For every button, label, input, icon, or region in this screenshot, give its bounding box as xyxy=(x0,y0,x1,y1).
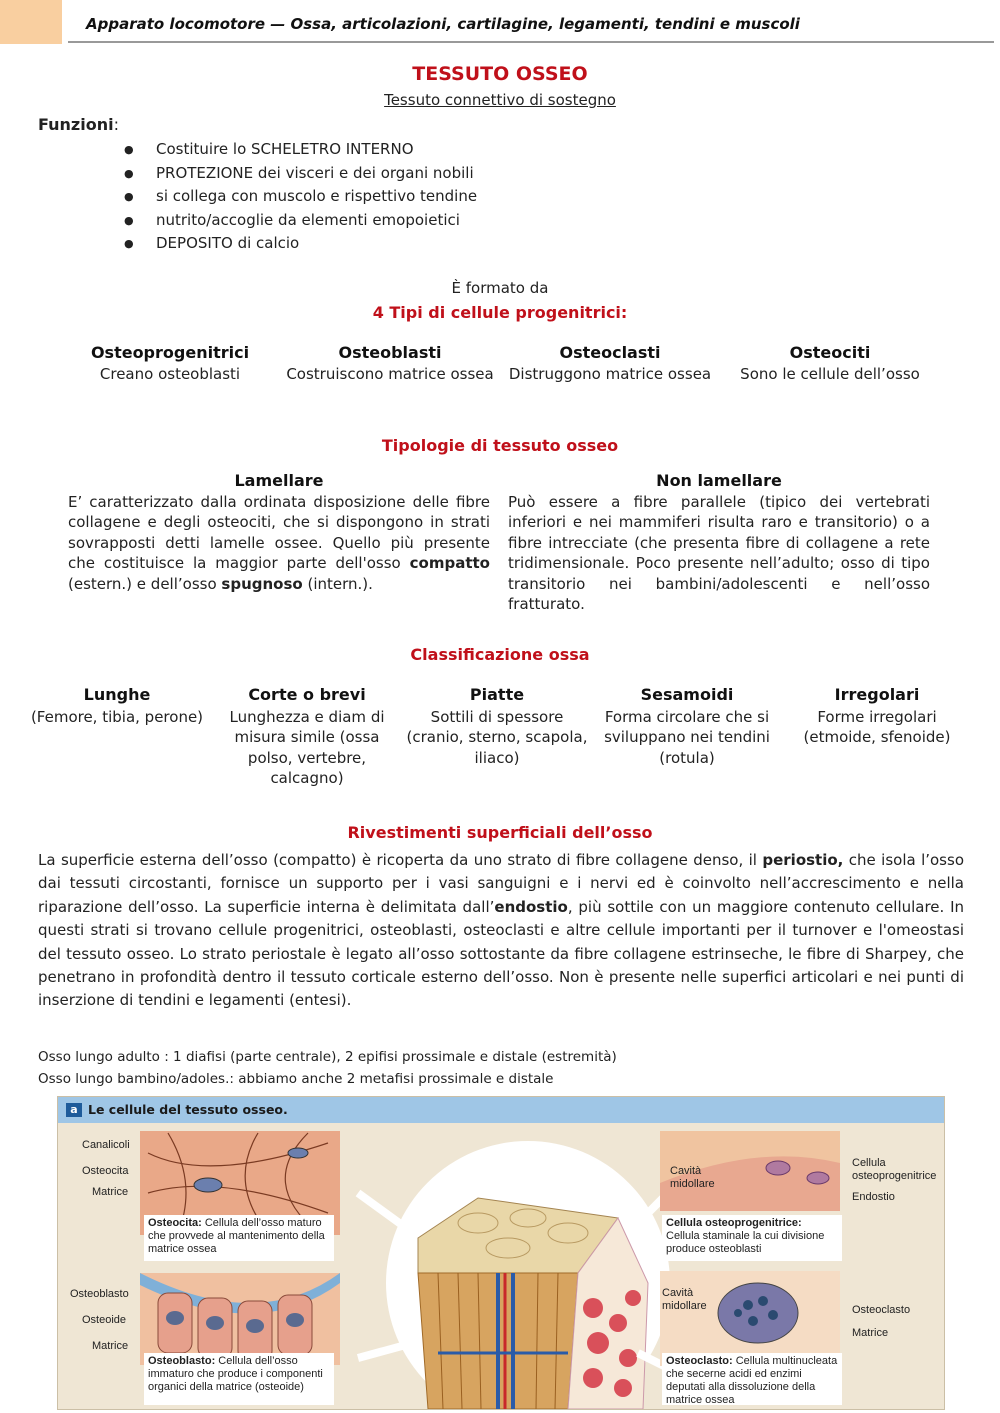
caption-progen-term: Cellula osteoprogenitrice: xyxy=(666,1217,802,1229)
lamellare-text xyxy=(68,492,490,595)
caption-osteoclasto-text: Cellula multinucleata che secerne acidi ed enzimi deputati alla dissoluzione della matrice ossea xyxy=(666,1355,838,1406)
list-item: ● si collega con muscolo e rispettivo tendine xyxy=(120,185,477,209)
functions-list xyxy=(120,138,477,256)
cell-type xyxy=(280,343,500,384)
non-lamellare-text: Può essere a fibre parallele (tipico dei vertebrati inferiori e nei mammiferi risulta raro e transitorio) o a fibre intrecciate (che presenta fibre di collagene a rete tridimensionale. Poco presente nell’adulto; osso di tipo transitorio nei bambini/adolescenti e nell’osso fratturato. xyxy=(508,492,930,613)
label-osteoblasto: Osteoblasto xyxy=(70,1288,129,1300)
caption-progen-text: Cellula staminale la cui divisione produce osteoblasti xyxy=(666,1230,825,1255)
cell-type-name: Osteociti xyxy=(789,343,871,362)
cell-type xyxy=(500,343,720,384)
lamellare-text-b: (estern.) e dell’osso xyxy=(68,574,222,593)
cell-type-desc: Creano osteoblasti xyxy=(99,365,241,383)
caption-osteocita xyxy=(144,1215,334,1261)
bone-class-desc: Forma circolare che si sviluppano nei tendini (rotula) xyxy=(604,707,770,767)
cell-type-name: Osteoclasti xyxy=(559,343,661,362)
caption-osteoblasto xyxy=(144,1353,334,1405)
label-osteocita: Osteocita xyxy=(82,1165,129,1177)
bone-class xyxy=(402,685,592,789)
label-matrice-1: Matrice xyxy=(92,1186,129,1198)
coverings-text-c: , più sottile con un maggiore contenuto cellulare. In questi strati si trovano cellule progenitrici, osteoblasti, osteoclasti e altre cellule importanti per il turnover e l'omeostasi del tessuto osseo. Lo strato periostale è legato all’osso sottostante da fibre collagene estrinseche, le fibre di Sharpey, che penetrano in profondità dentro il tessuto corticale esterno dell’osso. Non è presente nelle superfici articolari e nei punti di inserzione di tendini e legamenti (entesi). xyxy=(38,897,965,1010)
functions-label xyxy=(38,115,119,134)
label-matrice-3: Matrice xyxy=(852,1327,889,1339)
coverings-text-b: che isola l’osso dai tessuti circostanti, fornisce un supporto per i vasi sanguigni e i nervi ed è coinvolto nell’accrescimento e nella riparazione dell’osso. La superficie interna è delimitata dall’ xyxy=(38,851,964,916)
bone-class-name: Sesamoidi xyxy=(640,685,734,704)
cell-type-desc: Sono le cellule dell’osso xyxy=(740,365,920,383)
cell-type-name: Osteoblasti xyxy=(338,343,442,362)
functions-label-text: Funzioni xyxy=(38,115,114,134)
cell-type-desc: Costruiscono matrice ossea xyxy=(286,365,494,383)
caption-osteoblasto-text: Cellula dell’osso immaturo che produce i componenti organici della matrice (osteoide) xyxy=(148,1355,323,1393)
header-divider xyxy=(68,41,994,43)
cell-type-desc: Distruggono matrice ossea xyxy=(508,365,712,383)
coverings-bold-periostio: periostio, xyxy=(762,851,844,869)
coverings-bold-endostio: endostio xyxy=(494,897,568,916)
bone-class-name: Corte o brevi xyxy=(248,685,366,704)
bone-cells-figure xyxy=(57,1096,945,1410)
bone-classes xyxy=(22,685,972,789)
label-matrice-2: Matrice xyxy=(92,1340,129,1352)
caption-osteoblasto-term: Osteoblasto: xyxy=(148,1355,216,1367)
bone-class xyxy=(212,685,402,789)
bone-class xyxy=(592,685,782,789)
page-subtitle: Tessuto connettivo di sostegno xyxy=(384,91,616,109)
coverings-paragraph xyxy=(38,849,964,1013)
cells-grid xyxy=(60,343,940,384)
label-osteoclasto: Osteoclasto xyxy=(852,1304,911,1316)
cells-heading: 4 Tipi di cellule progenitrici: xyxy=(372,303,628,322)
bone-class-desc: Sottili di spessore (cranio, sterno, scapola, iliaco) xyxy=(406,707,588,767)
bone-class-desc: Forme irregolari (etmoide, sfenoide) xyxy=(803,707,951,746)
caption-osteoclasto xyxy=(662,1353,842,1405)
label-canalicoli: Canalicoli xyxy=(82,1139,130,1151)
bone-class-desc: Lunghezza e diam di misura simile (ossa polso, vertebre, calcagno) xyxy=(229,707,385,787)
figure-badge: a xyxy=(66,1103,82,1117)
formed-by-text: È formato da xyxy=(451,279,549,297)
label-endostio: Endostio xyxy=(852,1191,895,1203)
caption-osteocita-text: Cellula dell’osso maturo che provvede al mantenimento della matrice ossea xyxy=(148,1217,325,1255)
caption-osteoclasto-term: Osteoclasto: xyxy=(666,1355,733,1367)
list-item: ● Costituire lo SCHELETRO INTERNO xyxy=(120,138,477,162)
bone-class xyxy=(782,685,972,789)
functions-label-colon: : xyxy=(113,115,119,134)
coverings-heading: Rivestimenti superficiali dell’osso xyxy=(347,823,653,842)
bone-class-name: Irregolari xyxy=(834,685,920,704)
osteoclast-cell xyxy=(718,1283,798,1343)
label-osteoide: Osteoide xyxy=(82,1314,127,1326)
caption-osteoprogenitrice xyxy=(662,1215,842,1261)
bone-class-name: Lunghe xyxy=(83,685,151,704)
coverings-text-a: La superficie esterna dell’osso (compatto) è ricoperta da uno strato di fibre collagene denso, il xyxy=(38,851,763,869)
lamellare-title: Lamellare xyxy=(234,471,324,490)
lamellare-text-c: (intern.). xyxy=(302,574,373,593)
header-corner-block xyxy=(0,0,62,44)
figure-title: Le cellule del tessuto osseo. xyxy=(88,1102,288,1117)
lamellare-bold-compatto: compatto xyxy=(409,554,490,572)
non-lamellare-title: Non lamellare xyxy=(656,471,782,490)
lamellare-bold-spugnoso: spugnoso xyxy=(221,574,303,593)
classification-heading: Classificazione ossa xyxy=(410,645,590,664)
non-lamellare-block xyxy=(508,471,930,615)
tissue-types xyxy=(68,471,930,615)
note-child: Osso lungo bambino/adoles.: abbiamo anche 2 metafisi prossimale e distale xyxy=(38,1071,554,1087)
cell-type xyxy=(720,343,940,384)
lamellare-block xyxy=(68,471,490,615)
bone-class-desc: (Femore, tibia, perone) xyxy=(30,707,204,726)
list-item: ● DEPOSITO di calcio xyxy=(120,232,477,256)
lamellare-text-a: E’ caratterizzato dalla ordinata disposizione delle fibre collagene e degli osteociti, che si dispongono in strati sovrapposti detti lamelle ossee. Quello più presente che costituisce la maggior parte dell'osso xyxy=(68,492,490,572)
bone-class-name: Piatte xyxy=(469,685,525,704)
caption-osteocita-term: Osteocita: xyxy=(148,1217,202,1229)
osteocyte-cell-2 xyxy=(288,1148,308,1158)
header-title: Apparato locomotore — Ossa, articolazioni, cartilagine, legamenti, tendini e muscoli xyxy=(86,15,800,33)
types-heading: Tipologie di tessuto osseo xyxy=(381,436,619,455)
page-title: TESSUTO OSSEO xyxy=(412,63,588,85)
cell-type-name: Osteoprogenitrici xyxy=(90,343,250,362)
note-adult: Osso lungo adulto : 1 diafisi (parte centrale), 2 epifisi prossimale e distale (estremità) xyxy=(38,1049,617,1065)
bone-class xyxy=(22,685,212,789)
list-item: ● PROTEZIONE dei visceri e dei organi nobili xyxy=(120,162,477,186)
label-cavita-2: Cavità midollare xyxy=(662,1287,707,1312)
label-cellula-osteoprogenitrice: Cellula osteoprogenitrice xyxy=(852,1157,937,1182)
label-cavita-1: Cavità midollare xyxy=(670,1165,715,1190)
cell-type xyxy=(60,343,280,384)
list-item: ● nutrito/accoglie da elementi emopoietici xyxy=(120,209,477,233)
osteocyte-cell-1 xyxy=(194,1178,222,1192)
